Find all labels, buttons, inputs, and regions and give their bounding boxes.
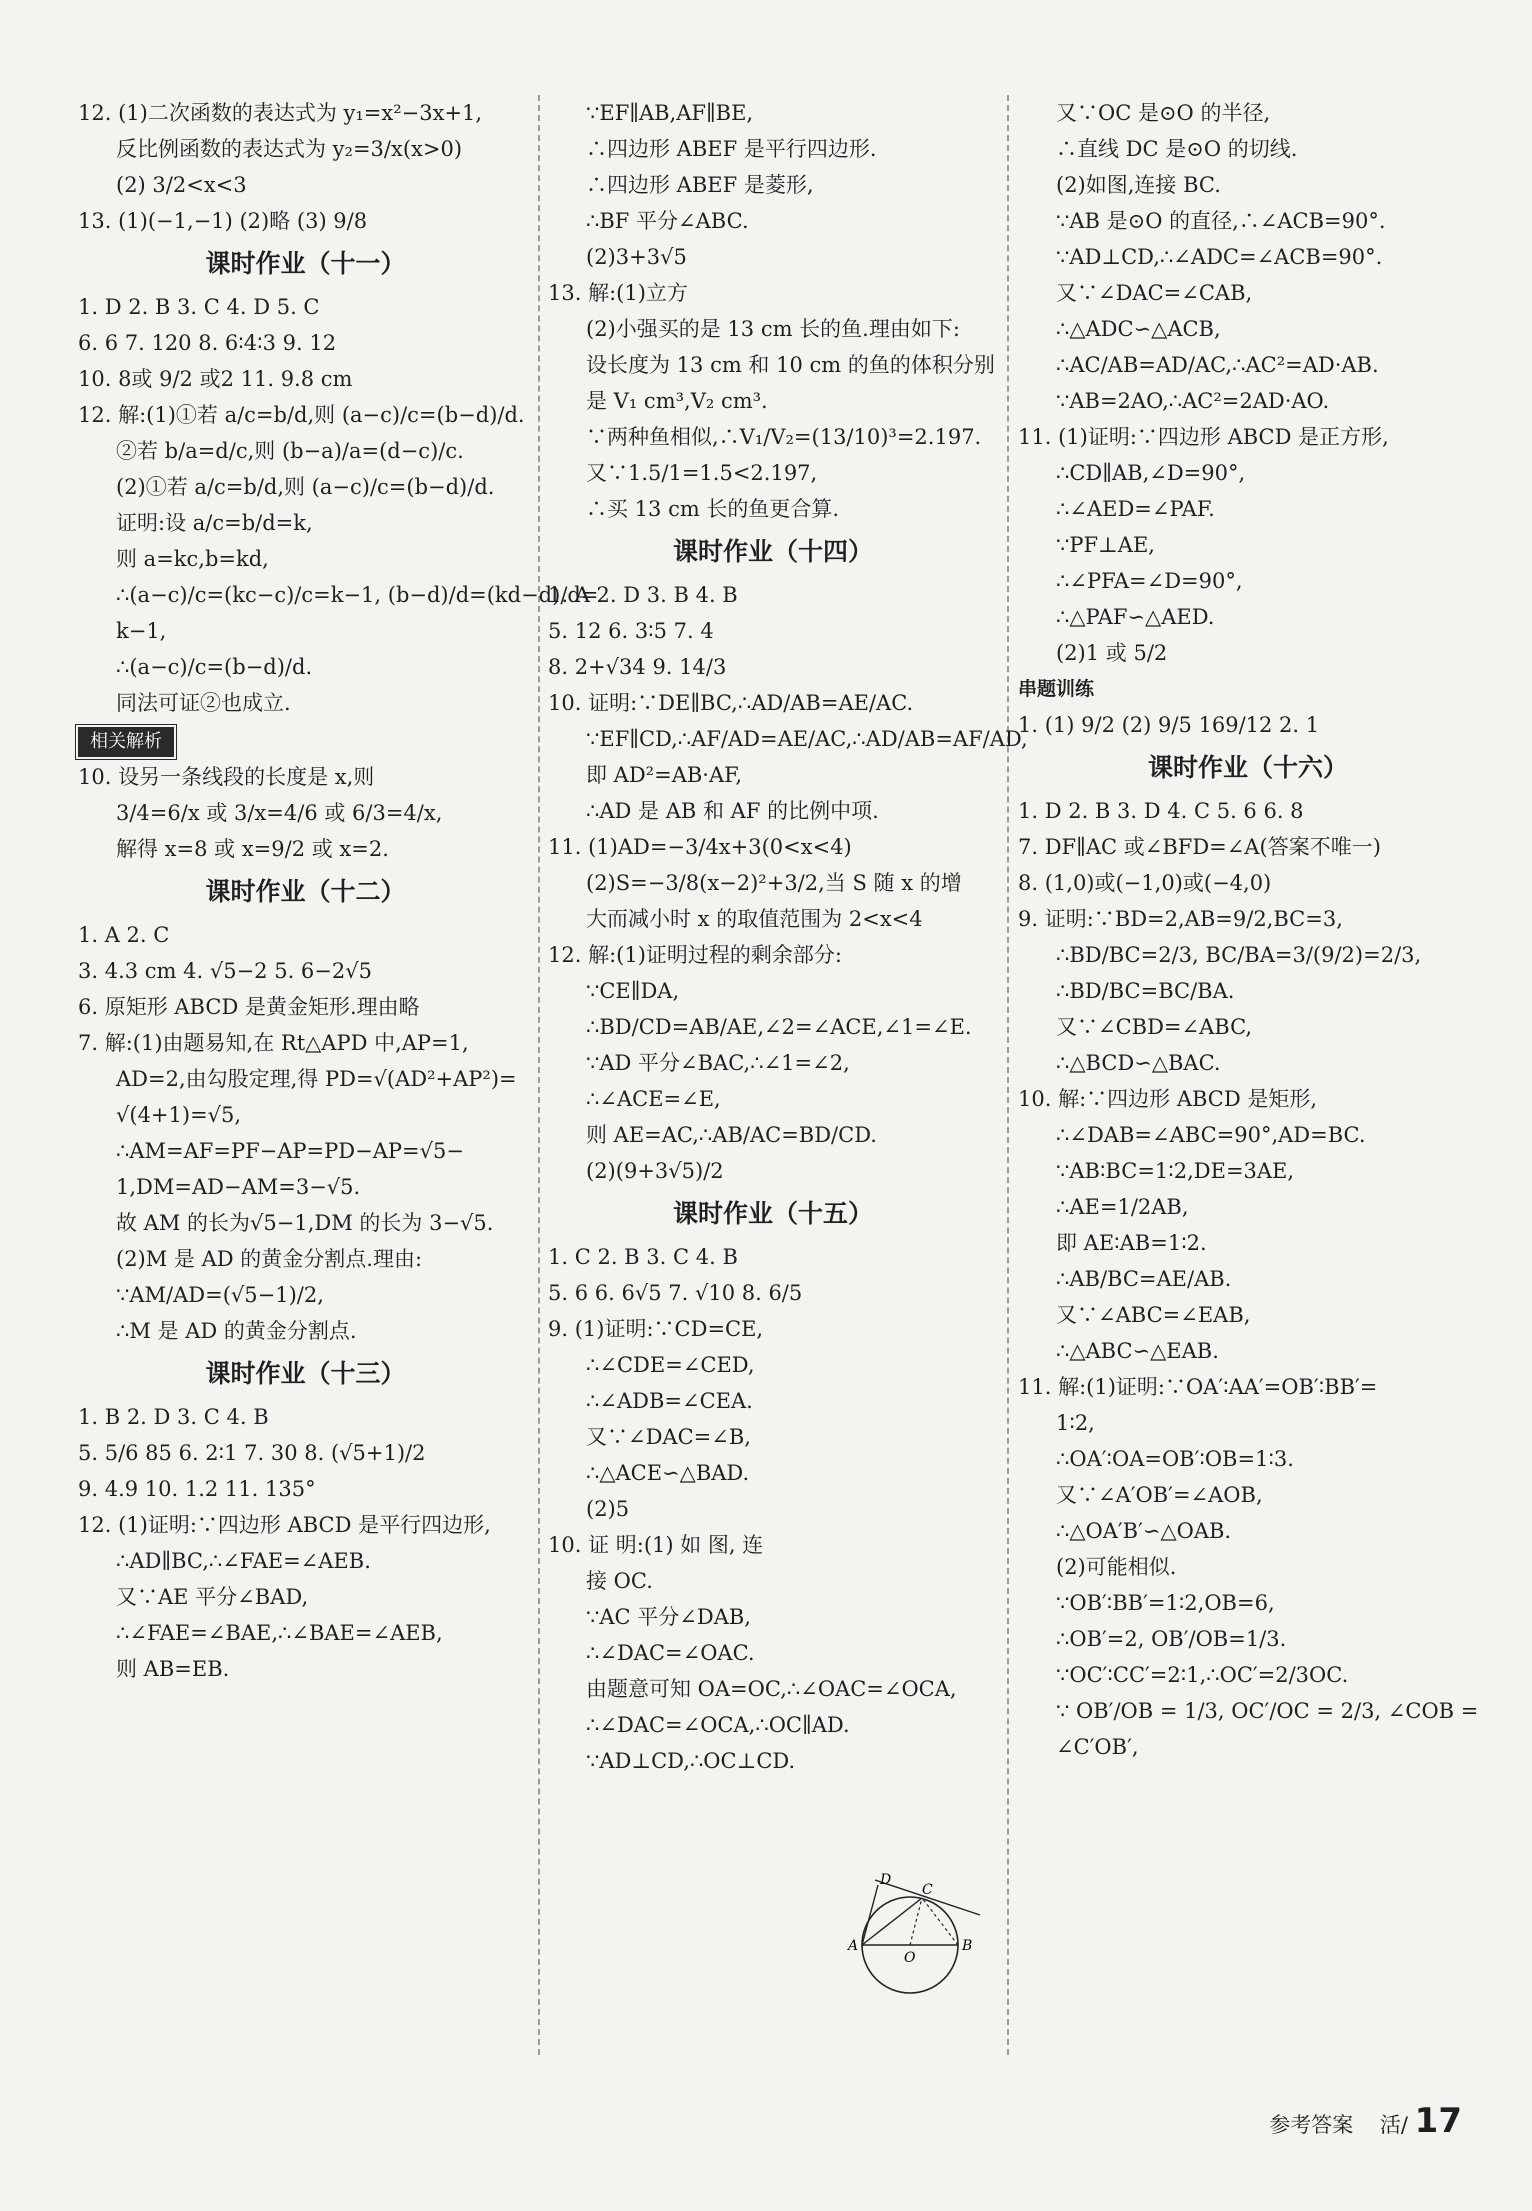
answer-line: ∴∠PFA=∠D=90°, xyxy=(1056,569,1243,593)
answer-line: ∴△ABC∽△EAB. xyxy=(1056,1339,1219,1363)
section-heading: 课时作业（十一） xyxy=(205,249,406,278)
answer-line: ∴∠DAC=∠OAC. xyxy=(586,1641,755,1665)
answer-line: 1. D 2. B 3. D 4. C 5. 6 6. 8 xyxy=(1018,799,1304,823)
answer-line: 12. (1)证明:∵四边形 ABCD 是平行四边形, xyxy=(78,1513,491,1537)
answer-line: 又∵∠DAC=∠CAB, xyxy=(1056,281,1253,305)
answer-line: AD=2,由勾股定理,得 PD=√(AD²+AP²)= xyxy=(116,1067,517,1091)
page-number: 17 xyxy=(1414,2101,1462,2141)
page-footer xyxy=(1269,2101,1462,2141)
answer-line: 6. 原矩形 ABCD 是黄金矩形.理由略 xyxy=(78,995,420,1019)
column-middle xyxy=(548,95,1028,1779)
answer-line: 证明:设 a/c=b/d=k, xyxy=(116,511,313,535)
answer-line: ∴AC/AB=AD/AC,∴AC²=AD·AB. xyxy=(1056,353,1379,377)
related-analysis-tag: 相关解析 xyxy=(78,727,174,757)
answer-line: 3/4=6/x 或 3/x=4/6 或 6/3=4/x, xyxy=(116,801,443,825)
answer-line: ∵AC 平分∠DAB, xyxy=(586,1605,751,1629)
answer-line: 则 a=kc,b=kd, xyxy=(116,547,269,571)
answer-line: 12. 解:(1)①若 a/c=b/d,则 (a−c)/c=(b−d)/d. xyxy=(78,403,525,427)
answer-line: 13. (1)(−1,−1) (2)略 (3) 9/8 xyxy=(78,209,368,233)
answer-line: 9. (1)证明:∵CD=CE, xyxy=(548,1317,764,1341)
answer-line: 大而减小时 x 的取值范围为 2<x<4 xyxy=(586,907,923,931)
answer-line: ∵OC′∶CC′=2∶1,∴OC′=2/3OC. xyxy=(1056,1663,1349,1687)
answer-line: 故 AM 的长为√5−1,DM 的长为 3−√5. xyxy=(116,1211,494,1235)
answer-line: (2) 3/2<x<3 xyxy=(116,173,247,197)
answer-line: ∴OB′=2, OB′/OB=1/3. xyxy=(1056,1627,1287,1651)
answer-line: 8. (1,0)或(−1,0)或(−4,0) xyxy=(1018,871,1272,895)
answer-line: ∴(a−c)/c=(b−d)/d. xyxy=(116,655,313,679)
answer-line: 11. (1)AD=−3/4x+3(0<x<4) xyxy=(548,835,852,859)
answer-line: ∴M 是 AD 的黄金分割点. xyxy=(116,1319,357,1343)
column-separator-2 xyxy=(1007,95,1009,2055)
answer-line: 8. 2+√34 9. 14/3 xyxy=(548,655,727,679)
answer-line: ∴△PAF∽△AED. xyxy=(1056,605,1215,629)
section-heading: 课时作业（十二） xyxy=(205,877,406,906)
answer-line: ∴AE=1/2AB, xyxy=(1056,1195,1189,1219)
answer-line: 又∵∠ABC=∠EAB, xyxy=(1056,1303,1251,1327)
answer-line: (2)S=−3/8(x−2)²+3/2,当 S 随 x 的增 xyxy=(586,871,962,895)
answer-line: ∴△ADC∽△ACB, xyxy=(1056,317,1221,341)
answer-line: ∵OB′∶BB′=1∶2,OB=6, xyxy=(1056,1591,1275,1615)
answer-line: (2)如图,连接 BC. xyxy=(1056,173,1221,197)
answer-line: 设长度为 13 cm 和 10 cm 的鱼的体积分别 xyxy=(586,353,995,377)
figure-label-O: O xyxy=(904,1950,916,1966)
answer-line: ②若 b/a=d/c,则 (b−a)/a=(d−c)/c. xyxy=(116,439,464,463)
answer-line: (2)①若 a/c=b/d,则 (a−c)/c=(b−d)/d. xyxy=(116,475,495,499)
answer-line: 12. 解:(1)证明过程的剩余部分: xyxy=(548,943,842,967)
footer-label: 参考答案 xyxy=(1269,2113,1354,2137)
answer-line: ∴BD/BC=BC/BA. xyxy=(1056,979,1235,1003)
answer-line: 10. 8或 9/2 或2 11. 9.8 cm xyxy=(78,367,353,391)
answer-line: 10. 设另一条线段的长度是 x,则 xyxy=(78,765,375,789)
answer-line: ∵CE∥DA, xyxy=(586,979,680,1003)
answer-line: √(4+1)=√5, xyxy=(116,1103,242,1127)
circle-tangent-figure xyxy=(840,1870,990,2000)
answer-line: 13. 解:(1)立方 xyxy=(548,281,688,305)
answer-line: ∴AB/BC=AE/AB. xyxy=(1056,1267,1232,1291)
answer-line: ∴△OA′B′∽△OAB. xyxy=(1056,1519,1232,1543)
subsection-heading: 串题训练 xyxy=(1018,678,1095,700)
answer-line: ∴四边形 ABEF 是平行四边形. xyxy=(586,137,877,161)
answer-line: 1. B 2. D 3. C 4. B xyxy=(78,1405,269,1429)
answer-line: 又∵OC 是⊙O 的半径, xyxy=(1056,101,1271,125)
answer-line: 1. C 2. B 3. C 4. B xyxy=(548,1245,738,1269)
answer-line: ∵AB∶BC=1∶2,DE=3AE, xyxy=(1056,1159,1295,1183)
answer-line: ∴∠ADB=∠CEA. xyxy=(586,1389,753,1413)
answer-line: 又∵AE 平分∠BAD, xyxy=(116,1585,309,1609)
column-left xyxy=(78,95,599,1687)
answer-line: 1. A 2. D 3. B 4. B xyxy=(548,583,738,607)
answer-line: 11. (1)证明:∵四边形 ABCD 是正方形, xyxy=(1018,425,1389,449)
answer-line: (2)(9+3√5)/2 xyxy=(586,1159,724,1183)
answer-line: ∵AD⊥CD,∴OC⊥CD. xyxy=(586,1749,796,1773)
footer-mark: 活/ xyxy=(1379,2113,1408,2137)
answer-line: 又∵∠CBD=∠ABC, xyxy=(1056,1015,1253,1039)
section-heading: 课时作业（十五） xyxy=(672,1199,873,1228)
answer-line: 又∵1.5/1=1.5<2.197, xyxy=(586,461,818,485)
figure-label-A: A xyxy=(848,1938,859,1954)
answer-line: 接 OC. xyxy=(586,1569,653,1593)
answer-line: ∵EF∥CD,∴AF/AD=AE/AC,∴AD/AB=AF/AD, xyxy=(586,727,1028,751)
answer-line: 则 AE=AC,∴AB/AC=BD/CD. xyxy=(586,1123,877,1147)
section-heading: 课时作业（十六） xyxy=(1147,753,1348,782)
answer-line: ∴直线 DC 是⊙O 的切线. xyxy=(1056,137,1298,161)
answer-line: ∴AD∥BC,∴∠FAE=∠AEB. xyxy=(116,1549,371,1573)
answer-line: ∵AD 平分∠BAC,∴∠1=∠2, xyxy=(586,1051,850,1075)
column-separator-1 xyxy=(538,95,540,2055)
answer-line: 9. 4.9 10. 1.2 11. 135° xyxy=(78,1477,316,1501)
answer-line: ∴BF 平分∠ABC. xyxy=(586,209,749,233)
answer-line: 反比例函数的表达式为 y₂=3/x(x>0) xyxy=(116,137,463,161)
answer-line: 9. 证明:∵BD=2,AB=9/2,BC=3, xyxy=(1018,907,1343,931)
answer-line: ∵ OB′/OB = 1/3, OC′/OC = 2/3, ∠COB = xyxy=(1056,1699,1479,1723)
answer-line: 10. 证 明:(1) 如 图, 连 xyxy=(548,1533,764,1557)
section-heading: 课时作业（十四） xyxy=(672,537,873,566)
answer-line: 5. 5/6 85 6. 2∶1 7. 30 8. (√5+1)/2 xyxy=(78,1441,426,1465)
answer-line: 10. 证明:∵DE∥BC,∴AD/AB=AE/AC. xyxy=(548,691,914,715)
answer-line: 同法可证②也成立. xyxy=(116,691,291,715)
answer-line: (2)M 是 AD 的黄金分割点.理由: xyxy=(116,1247,423,1271)
answer-line: 是 V₁ cm³,V₂ cm³. xyxy=(586,389,768,413)
answer-line: ∵AB=2AO,∴AC²=2AD·AO. xyxy=(1056,389,1330,413)
answer-line: ∴∠FAE=∠BAE,∴∠BAE=∠AEB, xyxy=(116,1621,443,1645)
answer-line: ∴CD∥AB,∠D=90°, xyxy=(1056,461,1246,485)
answer-line: 1. A 2. C xyxy=(78,923,170,947)
answer-line: ∵两种鱼相似,∴V₁/V₂=(13/10)³=2.197. xyxy=(586,425,982,449)
answer-line: ∴∠ACE=∠E, xyxy=(586,1087,721,1111)
section-heading: 课时作业（十三） xyxy=(205,1359,406,1388)
answer-line: ∴买 13 cm 长的鱼更合算. xyxy=(586,497,840,521)
answer-line: 即 AE∶AB=1∶2. xyxy=(1056,1231,1207,1255)
answer-line: (2)5 xyxy=(586,1497,630,1521)
figure-label-D: D xyxy=(880,1872,892,1888)
answer-line: 又∵∠DAC=∠B, xyxy=(586,1425,751,1449)
answer-line: ∵AB 是⊙O 的直径,∴∠ACB=90°. xyxy=(1056,209,1386,233)
answer-line: 1,DM=AD−AM=3−√5. xyxy=(116,1175,361,1199)
answer-line: 7. 解:(1)由题易知,在 Rt△APD 中,AP=1, xyxy=(78,1031,469,1055)
answer-line: ∴AM=AF=PF−AP=PD−AP=√5− xyxy=(116,1139,464,1163)
answer-line: 11. 解:(1)证明:∵OA′∶AA′=OB′∶BB′= xyxy=(1018,1375,1378,1399)
figure-label-B: B xyxy=(962,1938,973,1954)
answer-line: 解得 x=8 或 x=9/2 或 x=2. xyxy=(116,837,389,861)
answer-line: 12. (1)二次函数的表达式为 y₁=x²−3x+1, xyxy=(78,101,483,125)
answer-line: ∴∠CDE=∠CED, xyxy=(586,1353,755,1377)
answer-line: ∴∠DAB=∠ABC=90°,AD=BC. xyxy=(1056,1123,1366,1147)
answer-line: 由题意可知 OA=OC,∴∠OAC=∠OCA, xyxy=(586,1677,957,1701)
answer-line: ∴(a−c)/c=(kc−c)/c=k−1, (b−d)/d=(kd−d)/d= xyxy=(116,583,599,607)
answer-line: (2)小强买的是 13 cm 长的鱼.理由如下: xyxy=(586,317,960,341)
answer-line: ∵AD⊥CD,∴∠ADC=∠ACB=90°. xyxy=(1056,245,1383,269)
figure-label-C: C xyxy=(922,1882,933,1898)
column-right xyxy=(1018,95,1478,1765)
answer-line: 5. 12 6. 3∶5 7. 4 xyxy=(548,619,714,643)
answer-line: ∠C′OB′, xyxy=(1056,1735,1139,1759)
answer-line: 1. (1) 9/2 (2) 9/5 169/12 2. 1 xyxy=(1018,713,1320,737)
answer-line: 1. D 2. B 3. C 4. D 5. C xyxy=(78,295,320,319)
related-analysis-tag-row xyxy=(78,721,533,759)
answer-line: ∴BD/BC=2/3, BC/BA=3/(9/2)=2/3, xyxy=(1056,943,1422,967)
answer-line: ∴四边形 ABEF 是菱形, xyxy=(586,173,814,197)
answer-line: 10. 解:∵四边形 ABCD 是矩形, xyxy=(1018,1087,1318,1111)
answer-line: (2)3+3√5 xyxy=(586,245,687,269)
answer-line: 又∵∠A′OB′=∠AOB, xyxy=(1056,1483,1263,1507)
answer-line: 7. DF∥AC 或∠BFD=∠A(答案不唯一) xyxy=(1018,835,1381,859)
answer-line: ∴AD 是 AB 和 AF 的比例中项. xyxy=(586,799,879,823)
answer-line: ∴△ACE∽△BAD. xyxy=(586,1461,750,1485)
answer-line: ∴△BCD∽△BAC. xyxy=(1056,1051,1221,1075)
answer-line: ∴∠AED=∠PAF. xyxy=(1056,497,1215,521)
answer-line: 6. 6 7. 120 8. 6∶4∶3 9. 12 xyxy=(78,331,337,355)
answer-line: 1∶2, xyxy=(1056,1411,1095,1435)
answer-line: (2)1 或 5/2 xyxy=(1056,641,1168,665)
answer-line: k−1, xyxy=(116,619,167,643)
answer-line: 则 AB=EB. xyxy=(116,1657,230,1681)
answer-line: 3. 4.3 cm 4. √5−2 5. 6−2√5 xyxy=(78,959,372,983)
answer-line: ∴∠DAC=∠OCA,∴OC∥AD. xyxy=(586,1713,850,1737)
answer-line: 5. 6 6. 6√5 7. √10 8. 6/5 xyxy=(548,1281,803,1305)
answer-line: ∵EF∥AB,AF∥BE, xyxy=(586,101,754,125)
answer-line: ∴OA′∶OA=OB′∶OB=1∶3. xyxy=(1056,1447,1294,1471)
answer-line: ∵AM/AD=(√5−1)/2, xyxy=(116,1283,324,1307)
answer-line: ∴BD/CD=AB/AE,∠2=∠ACE,∠1=∠E. xyxy=(586,1015,972,1039)
answer-line: (2)可能相似. xyxy=(1056,1555,1177,1579)
answer-line: 即 AD²=AB·AF, xyxy=(586,763,743,787)
answer-line: ∵PF⊥AE, xyxy=(1056,533,1155,557)
